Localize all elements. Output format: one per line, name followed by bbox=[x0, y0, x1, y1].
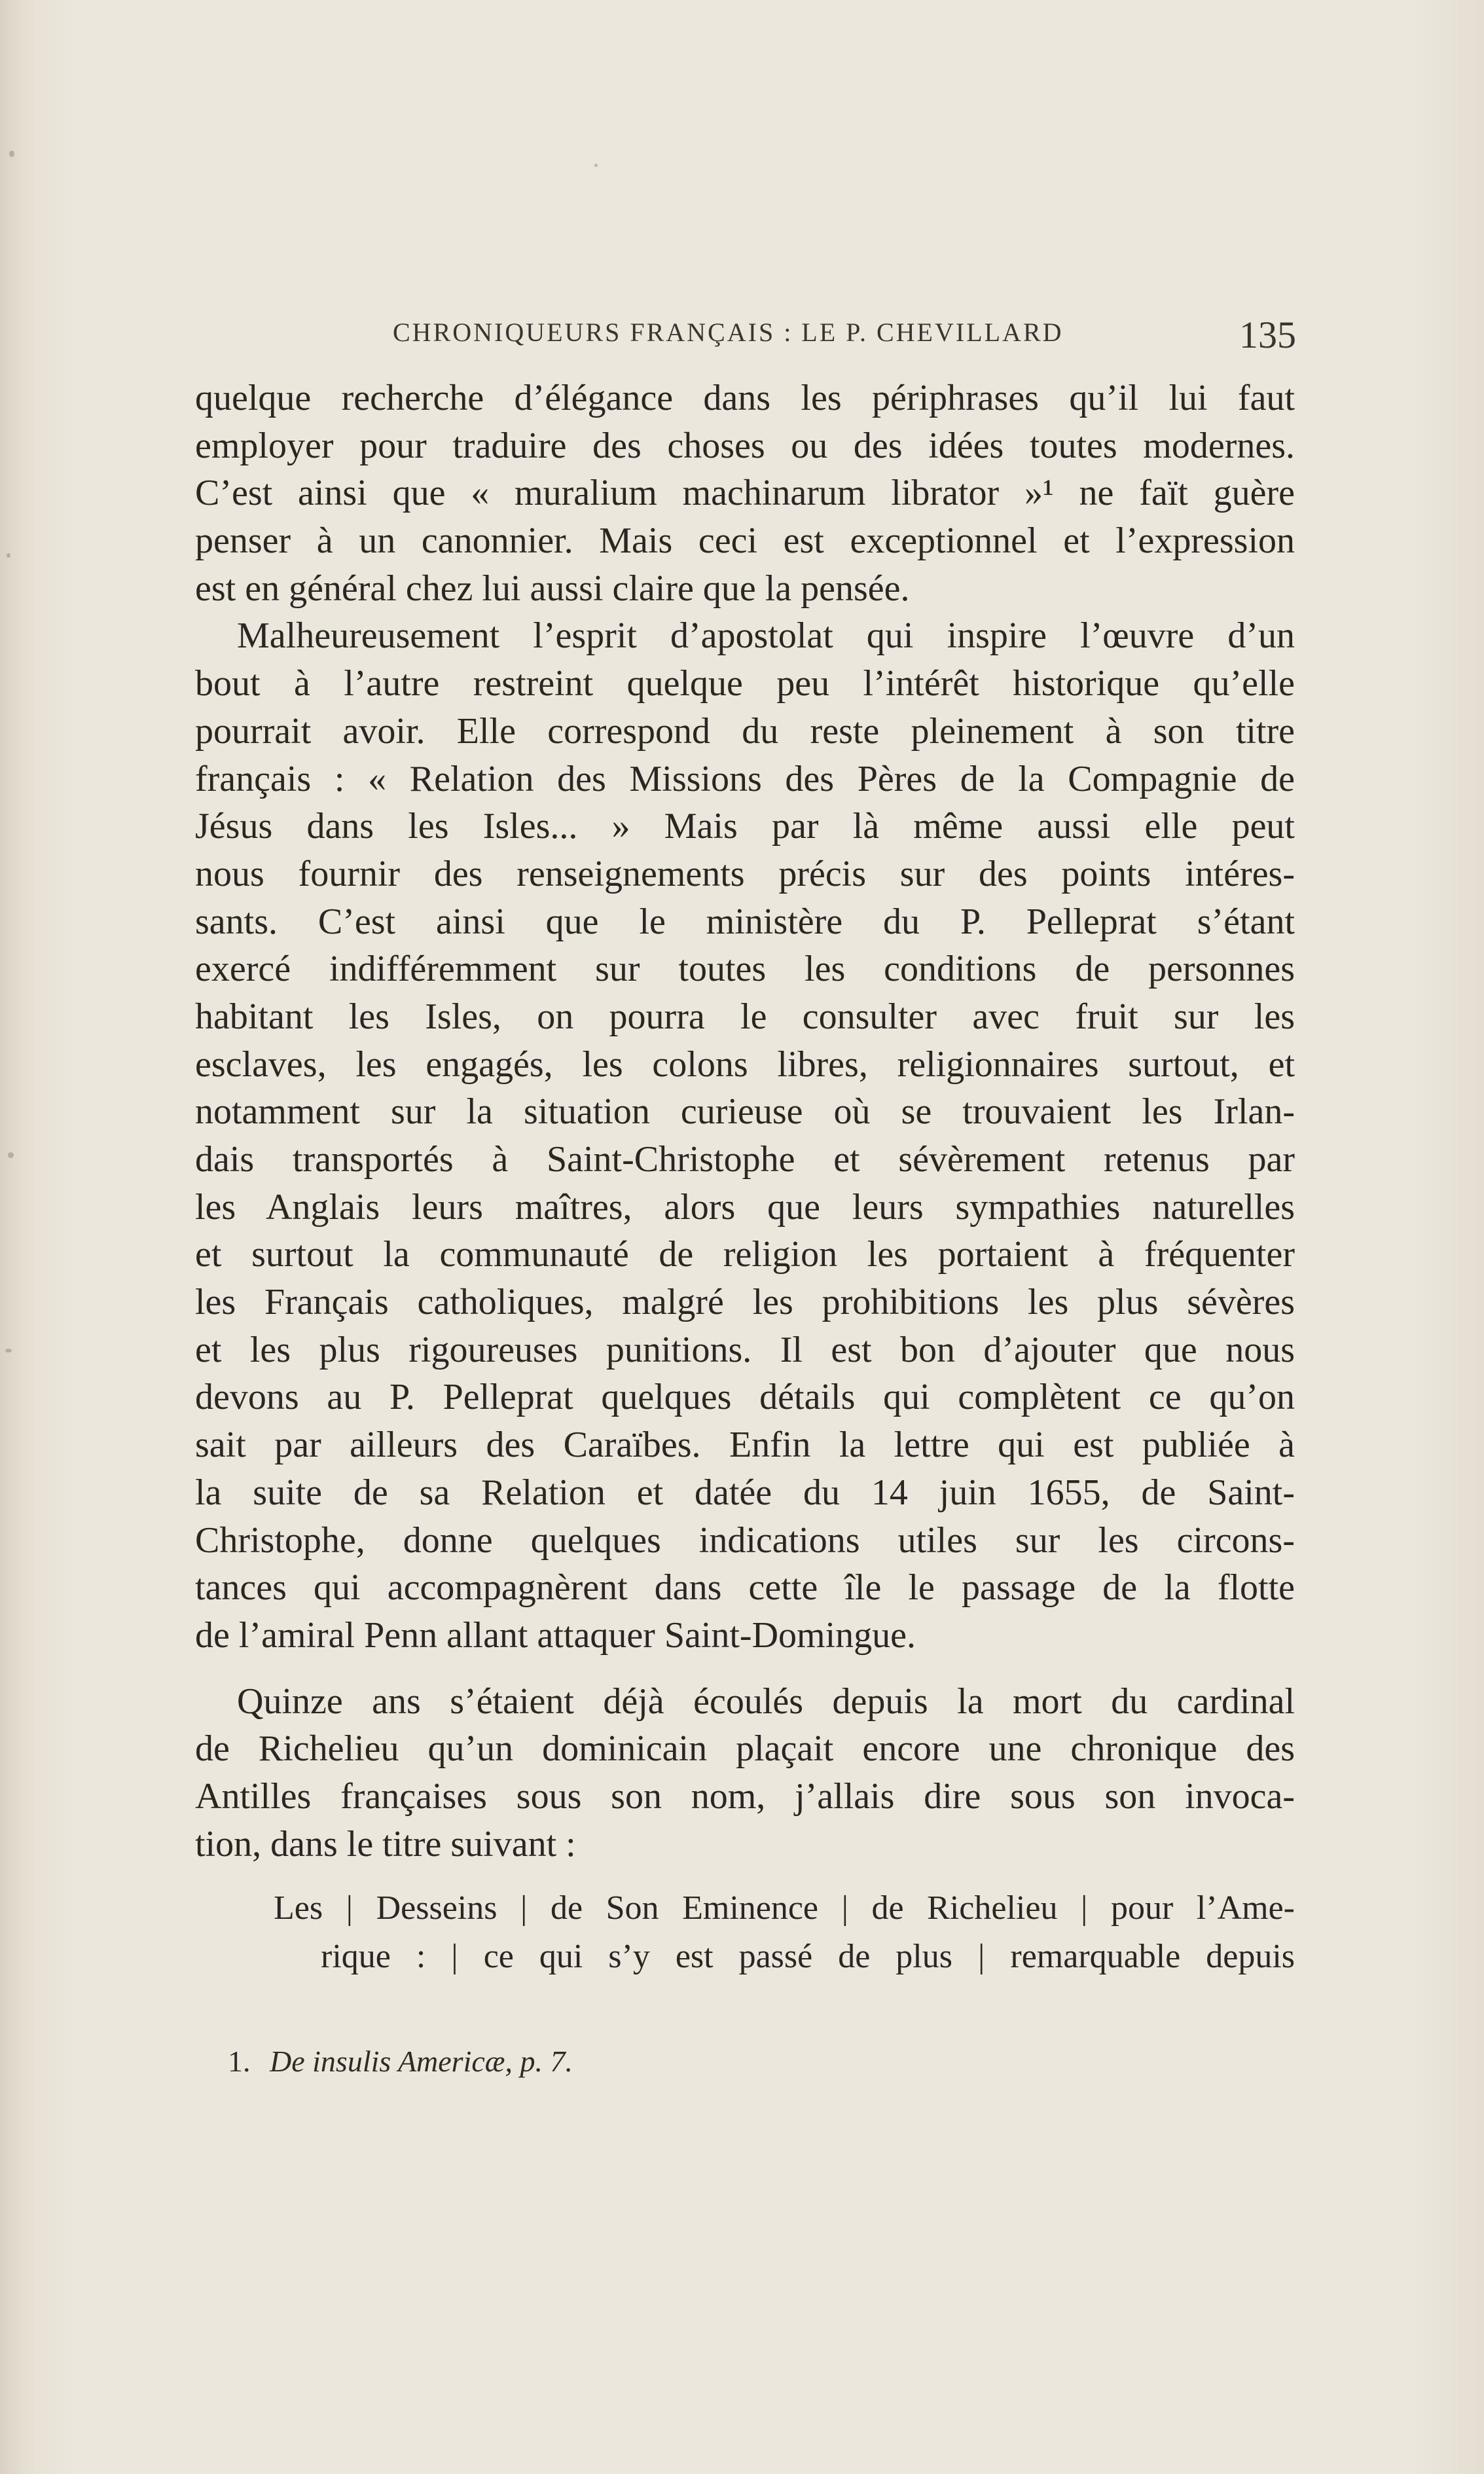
text-line: est en général chez lui aussi claire que la pensée. bbox=[195, 568, 910, 609]
text-line: dais transportés à Saint-Christophe et sévèrement retenus par bbox=[195, 1139, 1295, 1180]
text-line: Malheureusement l’esprit d’apostolat qui inspire l’œuvre d’un bbox=[237, 615, 1295, 657]
text-line: tion, dans le titre suivant : bbox=[195, 1823, 576, 1865]
text-line: penser à un canonnier. Mais ceci est exceptionnel et l’expression bbox=[195, 520, 1295, 562]
text-line: de Richelieu qu’un dominicain plaçait encore une chronique des bbox=[195, 1728, 1295, 1770]
page-blemish bbox=[594, 164, 598, 167]
text-line: Antilles françaises sous son nom, j’allais dire sous son invoca- bbox=[195, 1775, 1295, 1817]
text-line: la suite de sa Relation et datée du 14 juin 1655, de Saint- bbox=[195, 1472, 1295, 1513]
page-header bbox=[393, 313, 1296, 359]
page-blemish bbox=[7, 553, 10, 558]
quoted-title bbox=[195, 1885, 1295, 1982]
footnote bbox=[228, 2044, 573, 2079]
text-line: nous fournir des renseignements précis sur des points intéres- bbox=[195, 853, 1295, 894]
text-line: C’est ainsi que « muralium machinarum librator »¹ ne faït guère bbox=[195, 473, 1295, 514]
footnote-number: 1. bbox=[228, 2045, 251, 2078]
page-blemish bbox=[8, 1152, 14, 1158]
quoted-title-line: rique : | ce qui s’y est passé de plus | remarquable depuis bbox=[321, 1938, 1295, 1976]
text-line: habitant les Isles, on pourra le consulter avec fruit sur les bbox=[195, 996, 1295, 1037]
page-number: 135 bbox=[1239, 314, 1296, 356]
text-line: de l’amiral Penn allant attaquer Saint-Domingue. bbox=[195, 1614, 916, 1656]
text-line: les Anglais leurs maîtres, alors que leurs sympathies naturelles bbox=[195, 1186, 1295, 1228]
text-line: sants. C’est ainsi que le ministère du P. Pelleprat s’étant bbox=[195, 901, 1295, 942]
text-line: pourrait avoir. Elle correspond du reste pleinement à son titre bbox=[195, 710, 1295, 752]
footnote-text: De insulis Americæ, p. 7. bbox=[270, 2045, 573, 2078]
text-line: Jésus dans les Isles... » Mais par là même aussi elle peut bbox=[195, 806, 1295, 847]
text-line: tances qui accompagnèrent dans cette île le passage de la flotte bbox=[195, 1567, 1295, 1609]
text-line: et les plus rigoureuses punitions. Il est bon d’ajouter que nous bbox=[195, 1329, 1295, 1370]
page-blemish bbox=[5, 1349, 12, 1353]
text-line: exercé indifféremment sur toutes les conditions de personnes bbox=[195, 949, 1295, 990]
text-line: devons au P. Pelleprat quelques détails qui complètent ce qu’on bbox=[195, 1377, 1295, 1418]
text-line: Quinze ans s’étaient déjà écoulés depuis la mort du cardinal bbox=[237, 1681, 1295, 1722]
text-line: et surtout la communauté de religion les portaient à fréquenter bbox=[195, 1234, 1295, 1275]
quoted-title-line: Les | Desseins | de Son Eminence | de Richelieu | pour l’Ame- bbox=[274, 1889, 1295, 1927]
running-title: CHRONIQUEURS FRANÇAIS : LE P. CHEVILLARD bbox=[393, 318, 1064, 347]
page-blemish bbox=[9, 151, 14, 157]
text-line: employer pour traduire des choses ou des idées toutes modernes. bbox=[195, 425, 1295, 466]
text-line: esclaves, les engagés, les colons libres, religionnaires surtout, et bbox=[195, 1044, 1295, 1085]
text-line: les Français catholiques, malgré les prohibitions les plus sévères bbox=[195, 1282, 1295, 1323]
text-line: bout à l’autre restreint quelque peu l’intérêt historique qu’elle bbox=[195, 663, 1295, 704]
text-line: sait par ailleurs des Caraïbes. Enfin la lettre qui est publiée à bbox=[195, 1425, 1295, 1466]
body-text bbox=[195, 374, 1295, 1982]
text-line: quelque recherche d’élégance dans les périphrases qu’il lui faut bbox=[195, 378, 1295, 418]
text-line: Christophe, donne quelques indications utiles sur les circons- bbox=[195, 1519, 1295, 1561]
text-line: notamment sur la situation curieuse où se trouvaient les Irlan- bbox=[195, 1091, 1295, 1133]
text-line: français : « Relation des Missions des Pères de la Compagnie de bbox=[195, 758, 1295, 799]
